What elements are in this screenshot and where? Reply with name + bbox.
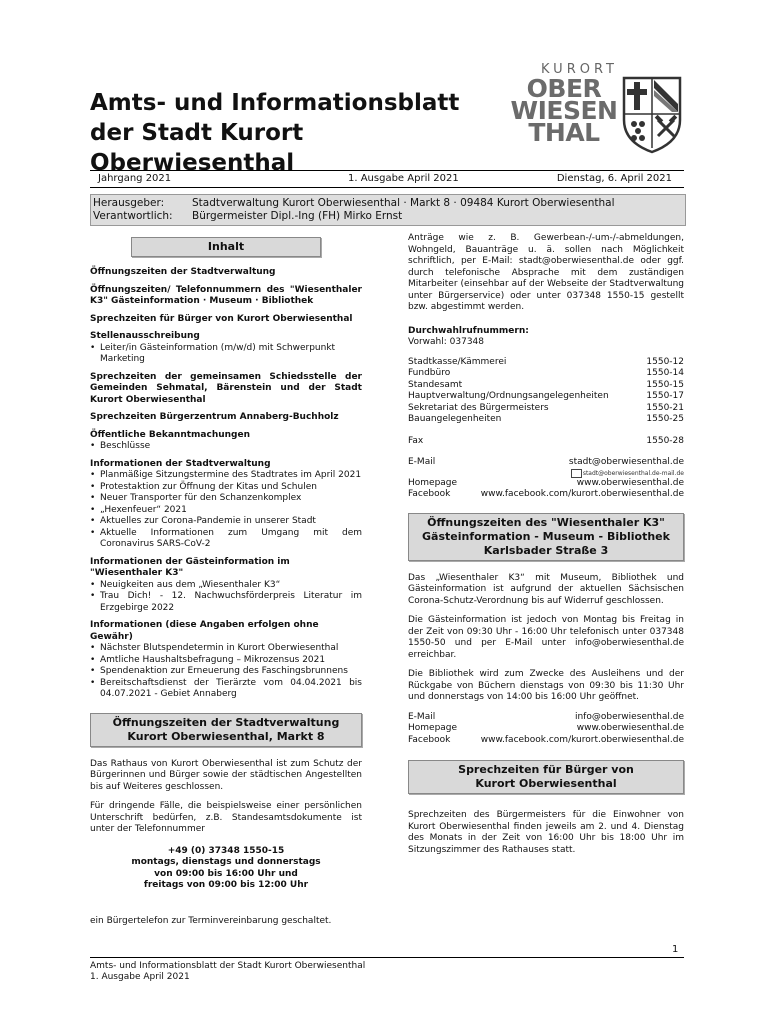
fax-label: Fax [408,435,424,446]
row-value: 1550-12 [646,356,684,367]
de-mail-link[interactable]: stadt@oberwiesenthal.de-mail.de [582,469,684,477]
row-value: 1550-21 [646,402,684,413]
citizen-heading-line-1: Sprechzeiten für Bürger von [458,763,634,776]
row-label: Stadtkasse/Kämmerei [408,356,507,367]
direct-dial-heading: Durchwahlrufnummern: [408,325,529,336]
k3-email-row [408,712,684,724]
toc-section-7-list [90,441,362,453]
opening-heading-line-1: Öffnungszeiten der Stadtverwaltung [112,715,340,729]
opening-heading-line-2: Kurort Oberwiesenthal, Markt 8 [127,729,325,743]
row-label: Bauangelegenheiten [408,414,502,424]
table-row [408,403,684,415]
opening-paragraph-3: ein Bürgertelefon zur Terminvereinbarung geschaltet. [90,915,332,926]
row-label: Standesamt [408,379,463,390]
email-label: E-Mail [408,457,436,467]
left-column [90,233,362,927]
facebook-row [408,489,684,501]
list-item: • Neuer Transporter für den Schanzenkomplex [90,493,362,505]
list-item: • Amtliche Haushaltsbefragung – Mikrozensus 2021 [90,655,362,667]
publisher-label: Herausgeber: [93,197,165,209]
row-label: Hauptverwaltung/Ordnungsangelegenheiten [408,391,609,401]
fax-value: 1550-28 [646,435,684,446]
k3-facebook-row [408,735,684,747]
citizen-hours-heading [408,760,684,794]
responsible-value: Bürgermeister Dipl.-Ing (FH) Mirko Ernst [192,210,403,222]
toc-section-8-list [90,470,362,551]
publisher-box [90,194,686,226]
k3-paragraph-3: Die Bibliothek wird zum Zwecke des Ausleihens und der Rückgabe von Büchern dienstags von 09:30 bis 11:30 Uhr und donnerstags von 14:00 bis 16:00 Uhr geöffnet. [408,669,684,702]
homepage-label: Homepage [408,477,458,488]
homepage-label: Homepage [408,723,458,733]
list-item: • Aktuelle Informationen zum Umgang mit dem Coronavirus SARS-CoV-2 [90,528,362,551]
list-item: • Protestaktion zur Öffnung der Kitas und Schulen [90,482,362,494]
table-row [408,414,684,426]
row-value: 1550-14 [646,368,684,378]
toc-section-10-list [90,643,362,701]
toc-section-4-list [90,343,362,366]
row-label: Sekretariat des Bürgermeisters [408,402,549,413]
direct-dial-list [408,357,684,426]
list-item: • Neuigkeiten aus dem „Wiesenthaler K3“ [90,580,362,592]
facebook-label: Facebook [408,734,451,745]
issue-info-bar [90,170,684,188]
row-value: 1550-15 [646,379,684,390]
mail-icon [571,469,582,478]
toc-section-2: Öffnungszeiten/ Telefonnummern des "Wiesenthaler K3" Gästeinformation · Museum · Bibliothek [90,284,362,306]
list-item: • Bereitschaftsdienst der Tierärzte vom 04.04.2021 bis 04.07.2021 - Gebiet Annaberg [90,678,362,701]
citizen-phone: +49 (0) 37348 1550-15 [167,845,285,856]
toc-section-10: Informationen (diese Angaben erfolgen ohne Gewähr) [90,620,319,642]
town-logo [505,62,683,154]
k3-heading-line-3: Karlsbader Straße 3 [483,543,609,557]
k3-paragraph-1: Das „Wiesenthaler K3“ mit Museum, Bibliothek und Gästeinformation ist aufgrund der aktuellen Sächsischen Corona-Schutz-Verordnung bis auf Widerruf geschlossen. [408,572,684,606]
hours-line-3: freitags von 09:00 bis 12:00 Uhr [143,880,309,890]
citizen-paragraph: Sprechzeiten des Bürgermeisters für die Einwohner von Kurort Oberwiesenthal finden jeweils am 2. und 4. Dienstag des Monats in der Zeit von 16:00 Uhr bis 18:00 Uhr im Sitzungszimmer des Rathauses statt. [408,810,684,855]
title-line-1: Amts- und Informationsblatt [90,90,460,116]
k3-heading [408,513,684,561]
homepage-row [408,478,684,490]
hours-line-1: montags, dienstags und donnerstags [131,857,321,867]
toc-section-9: Informationen der Gästeinformation im "Wiesenthaler K3" [90,556,290,578]
logo-word-thal: THAL [528,118,600,147]
row-value: 1550-17 [646,391,684,401]
list-item: • Aktuelles zur Corona-Pandemie in unserer Stadt [90,516,362,528]
de-mail-row [408,469,684,478]
responsible-label: Verantwortlich: [93,210,173,222]
list-item: • „Hexenfeuer“ 2021 [90,505,362,517]
row-value: 1550-25 [646,414,684,424]
list-item: • Trau Dich! - 12. Nachwuchsförderpreis Literatur im Erzgebirge 2022 [90,591,362,614]
table-row [408,380,684,392]
k3-homepage-row [408,723,684,735]
list-item: • Leiter/in Gästeinformation (m/w/d) mit Schwerpunkt Marketing [90,343,362,366]
issue-year: Jahrgang 2021 [98,173,172,184]
toc-section-4: Stellenausschreibung [90,331,200,341]
email-row [408,457,684,469]
toc-section-8: Informationen der Stadtverwaltung [90,458,271,469]
toc-section-3: Sprechzeiten für Bürger von Kurort Oberwiesenthal [90,313,353,324]
right-column [408,233,684,856]
page-footer [90,957,684,983]
issue-number: 1. Ausgabe April 2021 [348,173,459,184]
list-item: • Nächster Blutspendetermin in Kurort Oberwiesenthal [90,643,362,655]
page-number: 1 [672,944,679,955]
citizen-heading-line-2: Kurort Oberwiesenthal [475,777,617,790]
footer-line-1: Amts- und Informationsblatt der Stadt Kurort Oberwiesenthal [90,961,366,971]
k3-paragraph-2: Die Gästeinformation ist jedoch von Montag bis Freitag in der Zeit von 09:30 Uhr - 16:00 Uhr telefonisch unter 037348 1550-50 und per E-Mail unter info@oberwiesenthal.de erreichbar. [408,615,684,660]
hours-line-2: von 09:00 bis 16:00 Uhr und [154,868,298,879]
list-item: • Spendenaktion zur Erneuerung des Faschingsbrunnens [90,666,362,678]
toc-heading: Inhalt [131,237,321,257]
toc-section-7: Öffentliche Bekanntmachungen [90,429,251,440]
homepage-link[interactable]: www.oberwiesenthal.de [576,477,684,488]
email-label: E-Mail [408,711,436,722]
footer-line-2: 1. Ausgabe April 2021 [90,972,190,982]
fax-row [408,436,684,448]
list-item: • Beschlüsse [90,441,362,453]
table-row [408,357,684,369]
row-label: Fundbüro [408,368,451,378]
toc-section-9-list [90,580,362,615]
applications-paragraph: Anträge wie z. B. Gewerbean-/-um-/-abmeldungen, Wohngeld, Bauanträge u. ä. sollen nach Möglichkeit schriftlich, per E-Mail: stadt@oberwiesenthal.de oder ggf. durch telefonische Absprache mit dem zuständigen Mitarbeiter (einsehbar auf der Webseite der Stadtverwaltung unter Bürgerservice) oder unter 037348 1550-15 gestellt bzw. abgestimmt werden. [408,233,684,312]
publisher-value: Stadtverwaltung Kurort Oberwiesenthal · Markt 8 · 09484 Kurort Oberwiesenthal [192,197,615,209]
facebook-link[interactable]: www.facebook.com/kurort.oberwiesenthal.de [480,489,684,499]
opening-hours-heading [90,713,362,747]
table-row [408,368,684,380]
k3-heading-line-2: Gästeinformation - Museum - Bibliothek [422,529,670,543]
logo-word-wiesen: WIESEN [510,96,618,125]
k3-homepage-link[interactable]: www.oberwiesenthal.de [576,723,684,733]
area-code: Vorwahl: 037348 [408,337,484,347]
opening-paragraph-2: Für dringende Fälle, die beispielsweise einer persönlichen Unterschrift bedürfen, z.B. Standesamtsdokumente ist unter der Telefonnummer [90,801,362,834]
table-row [408,391,684,403]
list-item: • Planmäßige Sitzungstermine des Stadtrates im April 2021 [90,470,362,482]
opening-paragraph-1: Das Rathaus von Kurort Oberwiesenthal ist zum Schutz der Bürgerinnen und Bürger sowie der städtischen Angestellten bis auf Weiteres geschlossen. [90,758,362,792]
logo-word-ober: OBER [526,74,602,103]
toc-section-6: Sprechzeiten Bürgerzentrum Annaberg-Buchholz [90,412,339,422]
toc-section-5: Sprechzeiten der gemeinsamen Schiedsstelle der Gemeinden Sehmatal, Bärenstein und der Stadt Kurort Oberwiesenthal [90,371,362,405]
toc-section-1: Öffnungszeiten der Stadtverwaltung [90,267,276,277]
email-link[interactable]: stadt@oberwiesenthal.de [568,457,684,467]
page-title [90,88,510,178]
k3-facebook-link[interactable]: www.facebook.com/kurort.oberwiesenthal.de [480,734,684,745]
k3-heading-line-1: Öffnungszeiten des "Wiesenthaler K3" [427,515,665,529]
logo-kurort: KURORT [541,62,618,77]
title-line-2: der Stadt Kurort Oberwiesenthal [90,120,304,176]
k3-email-link[interactable]: info@oberwiesenthal.de [574,711,684,722]
issue-date: Dienstag, 6. April 2021 [556,173,672,184]
coat-of-arms-icon [622,76,682,154]
facebook-label: Facebook [408,489,451,499]
